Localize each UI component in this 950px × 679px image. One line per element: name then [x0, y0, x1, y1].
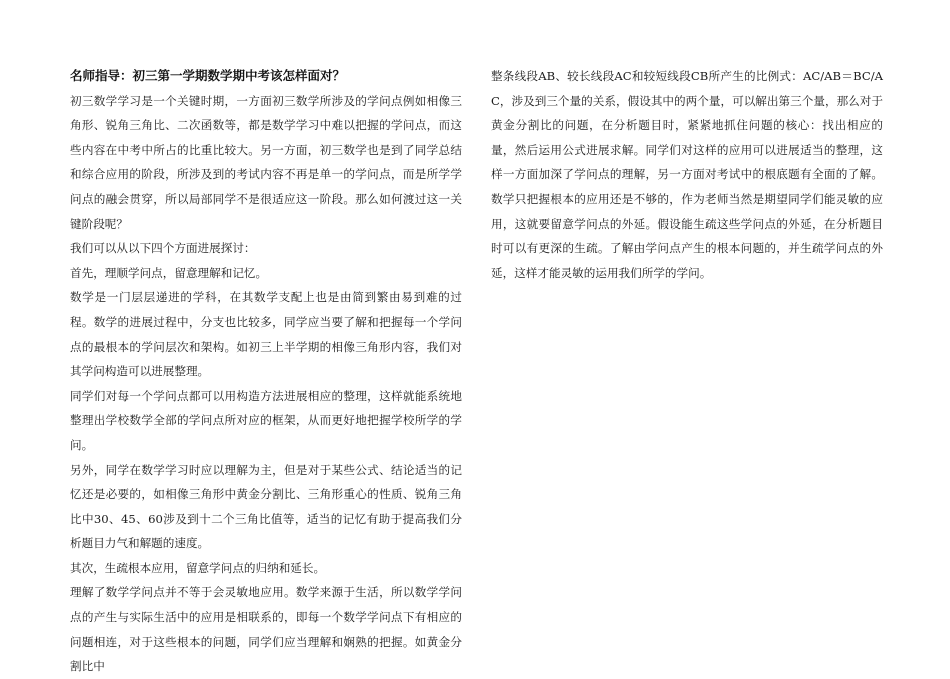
- paragraph: 我们可以从以下四个方面进展探讨：: [70, 241, 256, 256]
- paragraph: 其次，生疏根本应用，留意学问点的归纳和延长。: [70, 560, 326, 575]
- right-column: [491, 64, 883, 285]
- paragraph: 首先，理顺学问点，留意理解和记忆。: [70, 265, 268, 280]
- paragraph: 理解了数学学问点并不等于会灵敏地应用。数学来源于生活，所以数学学问点的产生与实际生活中的应用是相联系的，即每一个数学学问点下有相应的问题相连，对于这些根本的问题，同学们应当理解和娴熟的把握。如黄金分割比中: [70, 585, 462, 674]
- left-column: [70, 64, 462, 679]
- paragraph: 另外，同学在数学学习时应以理解为主，但是对于某些公式、结论适当的记忆还是必要的，如相像三角形中黄金分割比、三角形重心的性质、锐角三角比中30、45、60涉及到十二个三角比值等，适当的记忆有助于提高我们分析题目力气和解题的速度。: [70, 462, 462, 551]
- paragraph: 数学是一门层层递进的学科，在其数学支配上也是由简到繁由易到难的过程。数学的进展过程中，分支也比较多，同学应当要了解和把握每一个学问点的最根本的学问层次和架构。如初三上半学期的相像三角形内容，我们对其学问构造可以进展整理。: [70, 290, 462, 379]
- document-title: 名师指导：初三第一学期数学期中考该怎样面对？: [70, 68, 346, 83]
- paragraph: 同学们对每一个学问点都可以用构造方法进展相应的整理，这样就能系统地整理出学校数学全部的学问点所对应的框架，从而更好地把握学校所学的学问。: [70, 388, 462, 452]
- paragraph: 初三数学学习是一个关键时期，一方面初三数学所涉及的学问点例如相像三角形、锐角三角比、二次函数等，都是数学学习中难以把握的学问点，而这些内容在中考中所占的比重比较大。另一方面，初三数学也是到了同学总结和综合应用的阶段，所涉及到的考试内容不再是单一的学问点，而是所学学问点的融会贯穿，所以局部同学不是很适应这一阶段。那么如何渡过这一关键阶段呢？: [70, 93, 462, 231]
- paragraph: 整条线段AB、较长线段AC和较短线段CB所产生的比例式：AC/AB＝BC/AC，涉及到三个量的关系，假设其中的两个量，可以解出第三个量，那么对于黄金分割比的问题，在分析题目时，紧紧地抓住问题的核心：找出相应的量，然后运用公式进展求解。同学们对这样的应用可以进展适当的整理，这样一方面加深了学问点的理解，另一方面对考试中的根底题有全面的了解。数学只把握根本的应用还是不够的，作为老师当然是期望同学们能灵敏的应用，这就要留意学问点的外延。假设能生疏这些学问点的外延，在分析题目时可以有更深的生疏。了解由学问点产生的根本问题的，并生疏学问点的外延，这样才能灵敏的运用我们所学的学问。: [491, 69, 883, 280]
